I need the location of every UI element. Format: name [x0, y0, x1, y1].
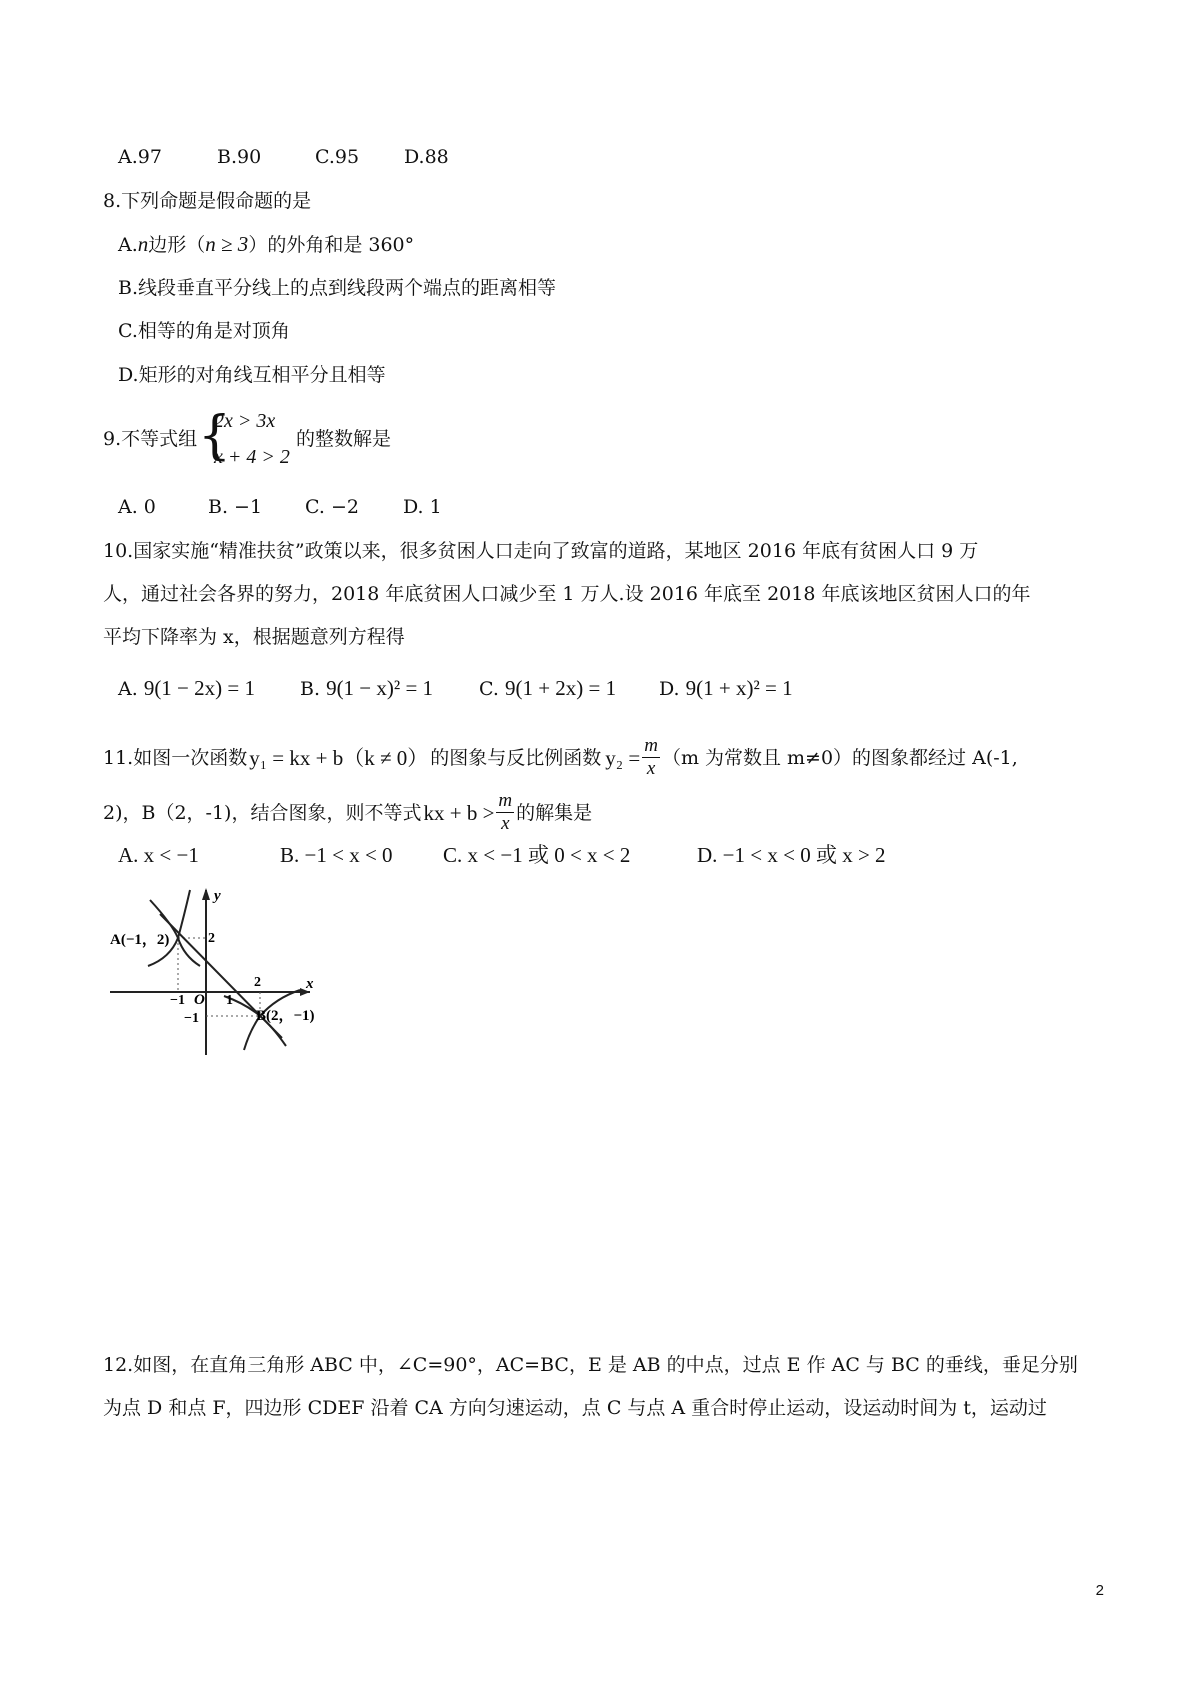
q10-a-math: 9(1 − 2x) = 1 — [143, 676, 255, 700]
q8-option-d: D.矩形的对角线互相平分且相等 — [118, 364, 386, 386]
q8-option-c: C.相等的角是对顶角 — [118, 320, 290, 342]
origin-label: O — [194, 992, 205, 1008]
q11-y2-expr: y₂ = — [605, 745, 641, 770]
q8-a-n: n — [137, 232, 149, 256]
q9-brace: { — [198, 406, 232, 466]
q10-c-label: C. — [479, 678, 499, 700]
q8-a-suffix: ）的外角和是 360° — [248, 234, 415, 256]
q12-line-2: 为点 D 和点 F，四边形 CDEF 沿着 CA 方向匀速运动，点 C 与点 A 重合时停止运动，设运动时间为 t，运动过 — [103, 1397, 1047, 1419]
q8-a-mid: 边形（ — [148, 234, 206, 256]
tick-y-2: 2 — [208, 931, 215, 946]
q9-option-b: B. −1 — [208, 496, 263, 518]
q11-fraction-2 — [496, 790, 514, 835]
x-axis-label: x — [306, 976, 314, 992]
q9-ineq-1-text: 2x > 3x — [214, 410, 276, 432]
q8-a-cond: n ≥ 3 — [205, 232, 249, 256]
q11-line-1 — [103, 735, 1018, 780]
q11-l1-b: 的图象与反比例函数 — [430, 746, 602, 769]
q10-line-3: 平均下降率为 x，根据题意列方程得 — [103, 626, 405, 648]
q10-b-label: B. — [300, 678, 321, 700]
q11-l2-a: 2)，B（2，-1)，结合图象，则不等式 — [103, 801, 422, 824]
q11-l1-a: 11.如图一次函数 — [103, 746, 248, 769]
q10-option-d — [659, 676, 793, 701]
q9-option-c: C. −2 — [305, 496, 359, 518]
q9-ineq-2-text: x + 4 > 2 — [214, 446, 290, 468]
q9-ineq-1 — [214, 410, 275, 433]
q10-option-c — [479, 676, 616, 701]
q11-option-c: C. x < −1 或 0 < x < 2 — [443, 843, 631, 867]
q10-line-2: 人，通过社会各界的努力，2018 年底贫困人口减少至 1 万人.设 2016 年底至 2018 年底该地区贫困人口的年 — [103, 583, 1031, 605]
q11-frac1-den: x — [646, 758, 656, 779]
point-a-label: A(−1，2) — [110, 932, 170, 948]
q10-d-math: 9(1 + x)² = 1 — [685, 676, 793, 700]
point-b-label: B(2，−1) — [256, 1008, 315, 1024]
q11-graph-figure — [110, 880, 350, 1060]
tick-x-1: 1 — [226, 993, 233, 1008]
q8-option-b: B.线段垂直平分线上的点到线段两个端点的距离相等 — [118, 277, 557, 299]
q7-option-a: A.97 — [118, 146, 162, 168]
q9-prefix: 9.不等式组 — [103, 428, 198, 450]
q10-c-math: 9(1 + 2x) = 1 — [504, 676, 617, 700]
q10-b-math: 9(1 − x)² = 1 — [326, 676, 434, 700]
q9-option-d: D. 1 — [403, 496, 442, 518]
tick-x-neg1: −1 — [170, 993, 185, 1008]
q11-y1-expr: y₁ = kx + b（k ≠ 0） — [249, 745, 429, 770]
q11-l1-c: （m 为常数且 m≠0）的图象都经过 A(-1, — [661, 746, 1018, 769]
hyperbola-branch-upper-left-2 — [148, 890, 190, 966]
q11-fraction-1 — [642, 735, 660, 780]
q9-suffix: 的整数解是 — [296, 428, 392, 450]
q11-l2-b: 的解集是 — [516, 801, 593, 824]
q11-option-b: B. −1 < x < 0 — [280, 843, 393, 867]
q12-line-1: 12.如图，在直角三角形 ABC 中，∠C=90°，AC=BC，E 是 AB 的中点，过点 E 作 AC 与 BC 的垂线，垂足分别 — [103, 1354, 1078, 1376]
q11-frac2-num: m — [498, 790, 513, 811]
q9-option-a: A. 0 — [118, 496, 156, 518]
q7-option-d: D.88 — [404, 146, 449, 168]
q11-option-a: A. x < −1 — [118, 843, 199, 867]
q11-frac1-num: m — [644, 735, 658, 756]
q7-option-c: C.95 — [315, 146, 360, 168]
tick-x-2: 2 — [254, 975, 261, 990]
tick-y-neg1: −1 — [184, 1011, 199, 1026]
q11-line-2 — [103, 790, 592, 835]
q11-option-d: D. −1 < x < 0 或 x > 2 — [697, 843, 886, 867]
q10-d-label: D. — [659, 678, 680, 700]
page-number: 2 — [1095, 1582, 1104, 1599]
q7-option-b: B.90 — [217, 146, 262, 168]
y-axis-arrow-icon — [202, 888, 210, 900]
q8-stem: 8.下列命题是假命题的是 — [103, 190, 312, 212]
q10-option-b — [300, 676, 433, 701]
q10-a-label: A. — [118, 678, 138, 700]
q8-a-prefix: A. — [118, 234, 138, 256]
q10-option-a — [118, 676, 255, 701]
q8-option-a — [118, 232, 414, 257]
y-axis-label: y — [214, 888, 221, 904]
q10-line-1: 10.国家实施“精准扶贫”政策以来，很多贫困人口走向了致富的道路，某地区 2016 年底有贫困人口 9 万 — [103, 540, 979, 562]
q11-ineq: kx + b > — [423, 800, 495, 825]
q9-ineq-2 — [214, 446, 290, 469]
q11-frac2-den: x — [501, 813, 510, 834]
